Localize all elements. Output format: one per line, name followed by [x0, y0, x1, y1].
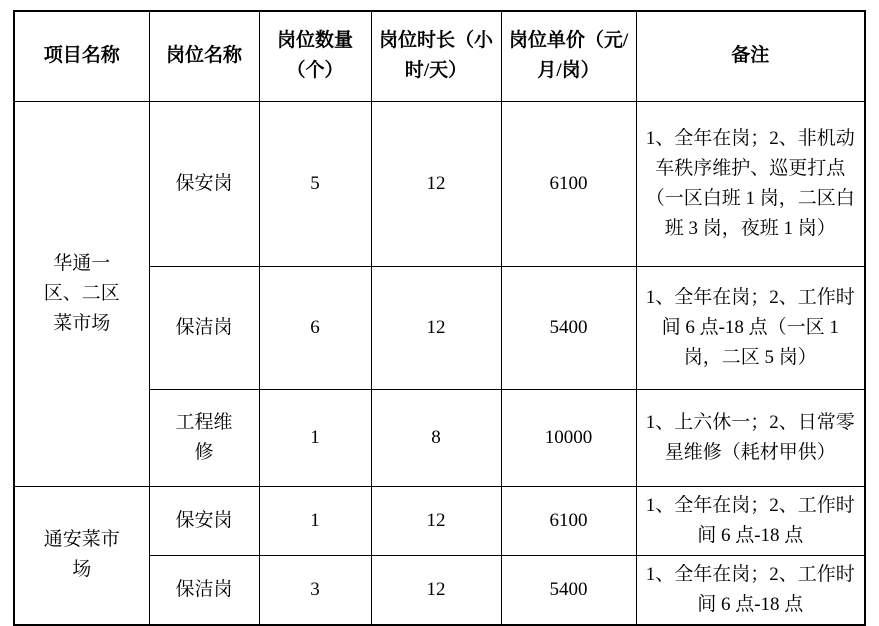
- remark-cell: 1、全年在岗；2、工作时间 6 点-18 点: [636, 486, 865, 555]
- price-cell: 6100: [501, 101, 636, 266]
- price-cell: 10000: [501, 389, 636, 486]
- hours-cell: 12: [371, 266, 501, 389]
- position-cell: 工程维修: [149, 389, 259, 486]
- table-row: [14, 101, 865, 266]
- remark-cell: 1、全年在岗；2、工作时间 6 点-18 点: [636, 555, 865, 625]
- staffing-table: [13, 10, 866, 626]
- header-cell-price: 岗位单价（元/月/岗）: [501, 11, 636, 101]
- project-cell-huatong: 华通一区、二区菜市场: [14, 101, 149, 486]
- table-row: [14, 486, 865, 555]
- hours-cell: 12: [371, 101, 501, 266]
- quantity-cell: 6: [259, 266, 371, 389]
- header-row: [14, 11, 865, 101]
- header-cell-hours: 岗位时长（小时/天）: [371, 11, 501, 101]
- position-cell: 保安岗: [149, 101, 259, 266]
- header-cell-remark: 备注: [636, 11, 865, 101]
- remark-cell: 1、上六休一；2、日常零星维修（耗材甲供）: [636, 389, 865, 486]
- quantity-cell: 1: [259, 486, 371, 555]
- header-cell-project: 项目名称: [14, 11, 149, 101]
- price-cell: 5400: [501, 555, 636, 625]
- hours-cell: 12: [371, 486, 501, 555]
- header-cell-position: 岗位名称: [149, 11, 259, 101]
- quantity-cell: 3: [259, 555, 371, 625]
- hours-cell: 12: [371, 555, 501, 625]
- header-cell-quantity: 岗位数量（个）: [259, 11, 371, 101]
- position-cell: 保洁岗: [149, 555, 259, 625]
- price-cell: 5400: [501, 266, 636, 389]
- quantity-cell: 5: [259, 101, 371, 266]
- hours-cell: 8: [371, 389, 501, 486]
- project-cell-tongan: 通安菜市场: [14, 486, 149, 625]
- quantity-cell: 1: [259, 389, 371, 486]
- remark-cell: 1、全年在岗；2、非机动车秩序维护、巡更打点（一区白班 1 岗，二区白班 3 岗，夜班 1 岗）: [636, 101, 865, 266]
- price-cell: 6100: [501, 486, 636, 555]
- remark-cell: 1、全年在岗；2、工作时间 6 点-18 点（一区 1 岗，二区 5 岗）: [636, 266, 865, 389]
- position-cell: 保洁岗: [149, 266, 259, 389]
- position-cell: 保安岗: [149, 486, 259, 555]
